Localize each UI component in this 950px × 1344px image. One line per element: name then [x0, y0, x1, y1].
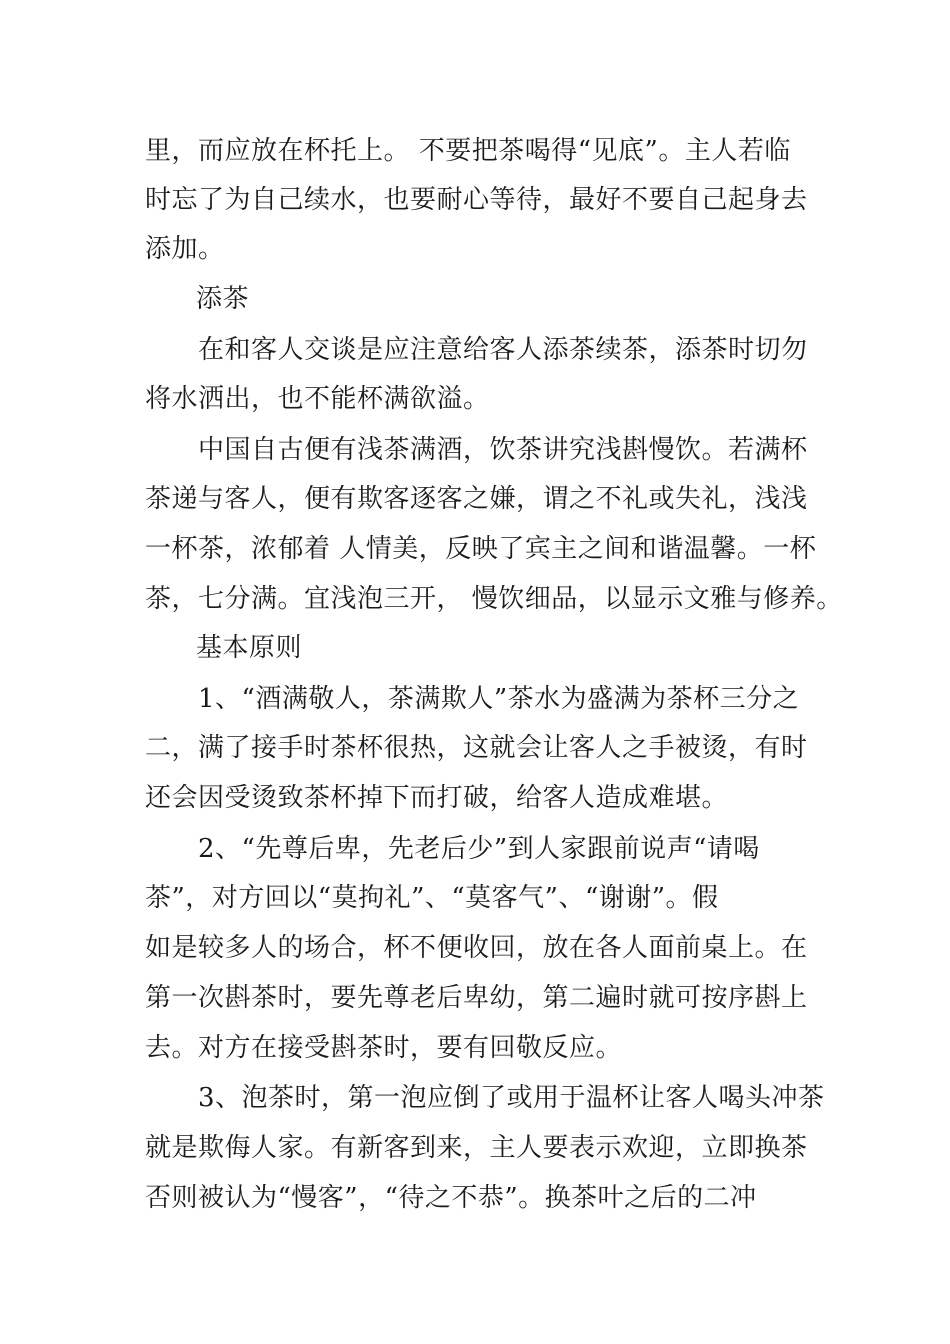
text-line: 2、“先尊后卑，先老后少”到人家跟前说声“请喝	[198, 834, 760, 864]
text-line: 茶”，对方回以“莫拘礼”、“莫客气”、“谢谢”。假	[145, 883, 719, 913]
text-line: 茶递与客人，便有欺客逐客之嫌，谓之不礼或失礼，浅浅	[145, 484, 808, 514]
text-line: 里，而应放在杯托上。 不要把茶喝得“见底”。主人若临	[145, 136, 791, 166]
text-line: 中国自古便有浅茶满酒，饮茶讲究浅斟慢饮。若满杯	[198, 435, 808, 465]
text-line: 还会因受烫致茶杯掉下而打破，给客人造成难堪。	[145, 783, 729, 813]
text-line: 时忘了为自己续水，也要耐心等待，最好不要自己起身去	[145, 185, 808, 215]
text-line: 1、“酒满敬人，茶满欺人”茶水为盛满为茶杯三分之	[198, 684, 800, 714]
text-line: 去。对方在接受斟茶时，要有回敬反应。	[145, 1033, 623, 1063]
text-line: 否则被认为“慢客”，“待之不恭”。换茶叶之后的二冲	[145, 1183, 757, 1213]
text-line: 将水洒出，也不能杯满欲溢。	[145, 384, 490, 414]
text-line: 在和客人交谈是应注意给客人添茶续茶，添茶时切勿	[198, 335, 808, 365]
text-line: 添加。	[145, 234, 225, 264]
section-heading: 基本原则	[196, 633, 303, 663]
text-line: 如是较多人的场合，杯不便收回，放在各人面前桌上。在	[145, 933, 808, 963]
text-line: 一杯茶，浓郁着 人情美，反映了宾主之间和谐温馨。一杯	[145, 534, 817, 564]
text-line: 茶，七分满。宜浅泡三开， 慢饮细品，以显示文雅与修养。	[145, 584, 843, 614]
section-heading: 添茶	[196, 284, 250, 314]
text-line: 第一次斟茶时，要先尊老后卑幼，第二遍时就可按序斟上	[145, 983, 808, 1013]
text-line: 就是欺侮人家。有新客到来，主人要表示欢迎，立即换茶	[145, 1133, 808, 1163]
text-line: 二，满了接手时茶杯很热，这就会让客人之手被烫，有时	[145, 733, 808, 763]
text-line: 3、泡茶时，第一泡应倒了或用于温杯让客人喝头冲茶	[198, 1083, 825, 1113]
